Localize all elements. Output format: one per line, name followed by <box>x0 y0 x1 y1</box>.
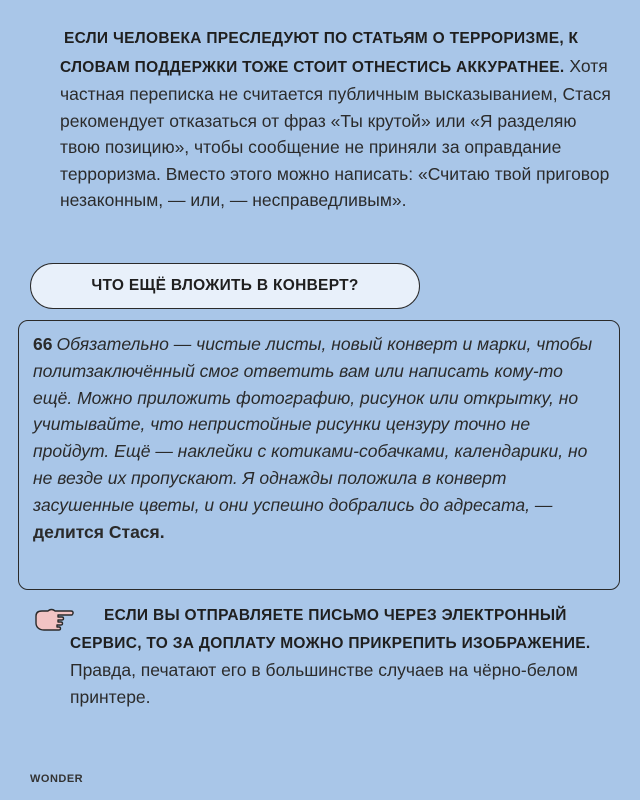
quote-text-block <box>33 331 603 545</box>
quote-mark-icon: 66 <box>33 334 53 354</box>
section-heading-pill <box>30 263 420 309</box>
brand-logo: WONDER <box>30 773 84 785</box>
pointing-hand-icon <box>34 606 74 634</box>
intro-paragraph <box>60 24 620 214</box>
quote-body: Обязательно — чистые листы, новый конверт и марки, чтобы политзаключённый смог ответить вам или написать кому-то ещё. Можно приложить фотографию, рисунок или открытку, но учитывайте, что непристойные рисунки цензуру точно не пройдут. Ещё — наклейки с котиками-собачками, календарики, но не везде их пропускают. Я однажды положила в конверт засушенные цветы, и они успешно добрались до адресата, <box>33 334 593 515</box>
tip-paragraph <box>70 601 600 711</box>
tip-bold-lead: ЕСЛИ ВЫ ОТПРАВЛЯЕТЕ ПИСЬМО ЧЕРЕЗ ЭЛЕКТРОННЫЙ СЕРВИС, ТО ЗА ДОПЛАТУ МОЖНО ПРИКРЕПИТЬ ИЗОБРАЖЕНИЕ. <box>70 607 591 652</box>
tip-body: Правда, печатают его в большинстве случаев на чёрно-белом принтере. <box>70 660 578 707</box>
intro-bold-lead: ЕСЛИ ЧЕЛОВЕКА ПРЕСЛЕДУЮТ ПО СТАТЬЯМ О ТЕРРОРИЗМЕ, К СЛОВАМ ПОДДЕРЖКИ ТОЖЕ СТОИТ ОТНЕСТИСЬ АККУРАТНЕЕ. <box>60 30 579 76</box>
quote-box <box>18 320 620 590</box>
quote-dash: — <box>529 494 553 515</box>
intro-body: Хотя частная переписка не считается публичным высказыванием, Стася рекомендует отказаться от фраз «Ты крутой» или «Я разделяю твою позицию», чтобы сообщение не приняли за оправдание терроризма. Вместо этого можно написать: «Считаю твой приговор незаконным, — или, — несправедливым». <box>60 55 611 210</box>
quote-attribution: делится Стася. <box>33 521 165 542</box>
section-heading-label: ЧТО ЕЩЁ ВЛОЖИТЬ В КОНВЕРТ? <box>91 277 359 294</box>
